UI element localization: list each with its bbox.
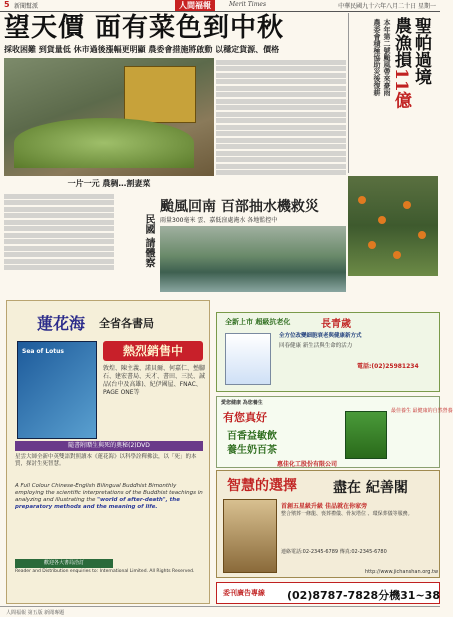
ad-lotus-english-desc bbox=[15, 483, 203, 511]
typhoon-headline: 颱風回南 百部抽水機救災 bbox=[160, 199, 319, 215]
page-number: 5 bbox=[4, 0, 10, 9]
ad-wise-headline: 智慧的選擇 bbox=[227, 478, 297, 494]
supplement-ad[interactable] bbox=[216, 312, 440, 392]
ad-lotus-hot-badge: 熱烈銷售中 bbox=[103, 341, 203, 361]
main-photo-caption: 一片一元 農稠…割妻菜 bbox=[67, 179, 151, 188]
right-headline-2-number: 11億 bbox=[391, 68, 411, 109]
page-footer-text: 人間福報 第五版 新聞專題 bbox=[6, 610, 65, 616]
tea-box-image bbox=[345, 411, 387, 459]
ad-lotus-title: 蓮花海 bbox=[37, 314, 86, 333]
ad-green-kicker: 全新上市 超級抗老化 bbox=[225, 318, 291, 326]
ad-wise-url[interactable]: http://www.jichanshan.org.tw bbox=[365, 569, 439, 575]
ad-tea-product-1: 百香益敏飲 bbox=[227, 431, 277, 442]
ad-tea-company: 惠佳化工股份有限公司 bbox=[277, 461, 338, 468]
ad-wise-contact: 連絡電話:02-2345-6789 傳真:02-2345-6780 bbox=[281, 549, 387, 555]
lotus-sea-ad[interactable] bbox=[6, 300, 210, 604]
lake-photo bbox=[160, 226, 346, 292]
ad-hotline-number: (02)8787-7828分機31~38 bbox=[287, 589, 440, 602]
column-box-title: 民國 請體察 bbox=[143, 214, 154, 268]
ad-wise-body: 整合殯葬一條龍、喪葬禮儀、骨灰塔位 、環保葬儀等服務。 bbox=[281, 511, 413, 517]
masthead-logo: 人間福報 bbox=[175, 0, 215, 11]
masthead-english: Merit Times bbox=[229, 1, 267, 8]
memorial-image bbox=[223, 499, 277, 573]
memorial-ad[interactable] bbox=[216, 470, 440, 578]
tea-ad[interactable] bbox=[216, 396, 453, 468]
ad-tea-tagline: 最佳養生 最健康的自然營養 bbox=[391, 408, 453, 414]
ad-tea-product-2: 養生奶百茶 bbox=[227, 445, 277, 456]
typhoon-subhead: 雨量300毫米 雲、嘉低窪處淹水 各地監控中 bbox=[160, 217, 278, 224]
ad-wise-lead: 首創五星級升級 佳品就在你家旁 bbox=[281, 503, 368, 510]
book-cover-image bbox=[17, 341, 97, 439]
section-name: 新聞幫派 bbox=[14, 3, 39, 10]
issue-date: 中華民國九十六年八月二十日 星期一 bbox=[338, 3, 436, 10]
right-headline-1: 聖帕過境 bbox=[411, 17, 431, 85]
main-photo bbox=[4, 58, 214, 176]
ad-hotline-box bbox=[216, 582, 440, 604]
ad-wise-brand: 盡在 紀善閣 bbox=[333, 480, 408, 496]
main-subhead: 採收困難 到貨量低 休市過後漲幅更明顯 農委會措施將啟動 以穩定貨源、價格 bbox=[4, 45, 280, 54]
right-headline-2 bbox=[389, 17, 414, 109]
right-subhead-1: 本年第二號颱風帶來豪雨 bbox=[383, 19, 392, 96]
page-footer bbox=[0, 606, 440, 617]
lily-photo bbox=[348, 176, 438, 276]
ad-lotus-stores: 敦煌、陳主義、諾貝爾、何嘉仁、墊腳石、建宏書局、天才、書田、三民、誠品(台中及高雄)、紀伊國屋、FNAC、PAGE ONE等 bbox=[103, 365, 206, 396]
ad-lotus-english-quote: "world of after-death", the preparatory methods and the meaning of life. bbox=[15, 497, 180, 510]
right-headline-2-prefix: 農漁損 bbox=[391, 17, 411, 68]
page-header bbox=[0, 0, 440, 12]
ad-green-phone: 電話:(02)25981234 bbox=[357, 363, 419, 370]
main-headline: 望天價 面有菜色到中秋 bbox=[4, 13, 285, 43]
right-subhead-2: 農委會積極協助災後復耕 bbox=[373, 19, 382, 96]
ad-hotline-label: 委刊廣告專線 bbox=[223, 589, 265, 597]
ad-tea-headline: 有您真好 bbox=[223, 411, 267, 424]
ad-lotus-footer-text: Reader and Distribution enquiries to: International Limited. All Rights Reserved. bbox=[15, 569, 195, 574]
book-cover-title: Sea of Lotus bbox=[22, 348, 65, 355]
truck-graphic bbox=[124, 66, 196, 123]
ad-lotus-chinese-desc: 星雲大師全新中英雙語對照讀本《蓮花海》以科學詮釋佛法，以「死」的本質，探討生死智慧。 bbox=[15, 454, 197, 467]
side-article-text bbox=[216, 58, 346, 193]
product-image bbox=[225, 333, 271, 385]
cabbage-pile-graphic bbox=[14, 118, 194, 168]
ad-lotus-footer-band: 歡迎各大書局洽訂 bbox=[15, 559, 113, 568]
ad-lotus-english-text: A Full Colour Chinese-English Bilingual Buddhist Bimonthly employing the scientific interpretations of the Buddhist teachings in analyzing and illustrating the bbox=[15, 483, 203, 503]
ad-lotus-tagline: 全省各書局 bbox=[99, 317, 154, 330]
column-box bbox=[118, 212, 158, 294]
ad-lotus-dvd-band: 隨書附贈生與死的奧秘(2)DVD bbox=[15, 441, 203, 451]
ad-green-brand: 長青歲 bbox=[321, 319, 351, 330]
ad-green-headline: 全方位改變細胞衰老與健康新方式 bbox=[279, 333, 362, 339]
right-headline-block bbox=[348, 13, 438, 173]
ad-green-subline: 回春健康 新生活與生命的活力 bbox=[279, 343, 353, 349]
ad-tea-kicker: 愛您健康 為您養生 bbox=[221, 400, 263, 406]
